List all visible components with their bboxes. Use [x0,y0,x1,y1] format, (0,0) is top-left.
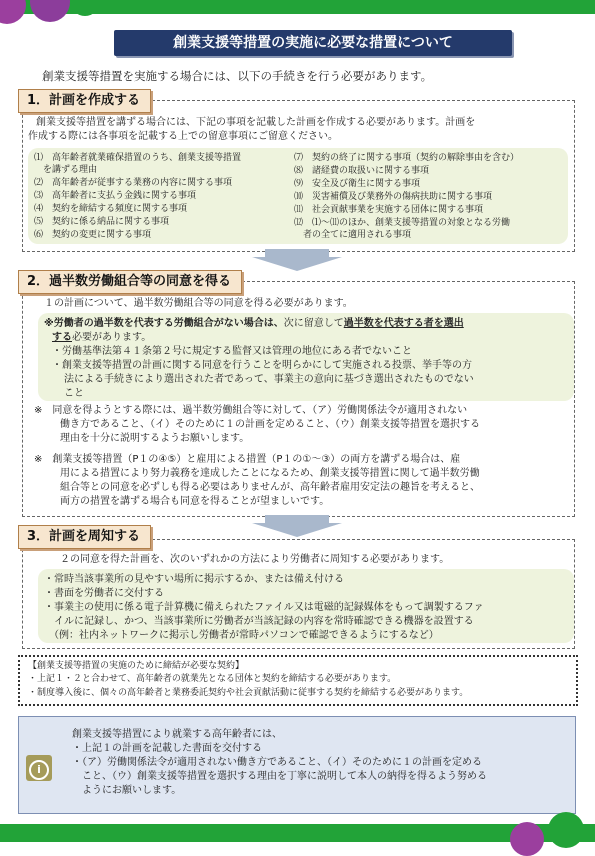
section-2-note-line-2 [52,331,151,345]
list-item: ⑺ 契約の終了に関する事項（契約の解除事由を含む） [294,153,520,163]
list-item: ⑶ 高年齢者に支払う金銭に関する事項 [34,191,197,201]
flow-arrow-1-body [265,249,329,257]
section-1-lead-1: 創業支援等措置を講ずる場合には、下記の事項を記載した計画を作成する必要があります。計画を [36,117,476,128]
contract-note-line-1: ・上記１・２と合わせて、高年齢者の就業先となる団体と契約を締結する必要があります。 [28,674,397,684]
info-icon-glyph: i [29,760,49,780]
flow-arrow-2-icon [252,523,342,537]
section-2-para-1c: 理由を十分に説明するようお願いします。 [60,433,250,444]
section-2-bullet-2c: こと [64,388,84,399]
top-circle-2 [30,0,70,22]
list-item: ⑼ 安全及び衛生に関する事項 [294,179,421,189]
info-icon [26,755,52,781]
section-2-para-2c: 組合等との同意を必ずしも得る必要はありませんが、高年齢者雇用安定法の趣旨を考えると、 [60,482,480,493]
list-item: 者の全てに適用される事項 [294,230,412,240]
section-2-para-2b: 用による措置により努力義務を達成したことになるため、創業支援等措置に関して過半数労働 [60,468,480,479]
list-item: ⑻ 諸経費の取扱いに関する事項 [294,166,430,176]
list-item: ⑵ 高年齢者が従事する業務の内容に関する事項 [34,178,233,188]
list-item: ⑾ 社会貢献事業を実施する団体に関する事項 [294,205,484,215]
flow-arrow-2-body [265,515,329,523]
section-3-heading: 3．計画を周知する [18,525,151,549]
section-3-lead: ２の同意を得た計画を、次のいずれかの方法により労働者に周知する必要があります。 [60,554,450,565]
section-1-lead-2: 作成する際には各事項を記載する上での留意事項にご留意ください。 [28,131,338,142]
info-line-2: ・上記１の計画を記載した書面を交付する [72,743,262,754]
flow-arrow-1-icon [252,257,342,271]
info-line-5: ようにお願いします。 [72,785,182,796]
section-2-lead: １の計画について、過半数労働組合等の同意を得る必要があります。 [44,298,353,309]
section-2-heading: 2．過半数労働組合等の同意を得る [18,270,242,294]
note-end: 必要があります。 [72,332,152,343]
section-3-bullet-1: ・常時当該事業所の見やすい場所に掲示するか、または備え付ける [44,574,344,585]
note-underline-1: 過半数を代表する者を選出 [343,318,464,329]
section-2-para-1a: ※ 同意を得ようとする際には、過半数労働組合等に対して、（ア）労働関係法令が適用されない [34,405,468,416]
contract-note-line-2: ・制度導入後に、個々の高年齢者と業務委託契約や社会貢献活動に従事する契約を締結する必要があります。 [28,688,469,698]
section-3-bullet-2: ・書面を労働者に交付する [44,588,164,599]
section-3-bullet-3a: ・事業主の使用に係る電子計算機に備えられたファイル又は電磁的記録媒体をもって調製するファ [44,602,484,613]
list-item: ⑸ 契約に係る納品に関する事項 [34,217,170,227]
section-2-para-2a: ※ 創業支援等措置（P１の④⑤）と雇用による措置（P１の①～③）の両方を講ずる場合は、雇 [34,454,461,465]
section-3-bullet-3c: （例：社内ネットワークに掲示し労働者が常時パソコンで確認できるようにするなど） [44,630,439,641]
section-2-note-line-1 [44,317,464,331]
section-1-heading: 1．計画を作成する [18,89,151,113]
section-2-bullet-2a: ・創業支援等措置の計画に関する同意を行うことを明らかにして実施される投票、挙手等の方 [52,360,472,371]
note-mid: 次に留意して [283,318,344,329]
section-2-bullet-2b: 法による手続きにより選出された者であって、事業主の意向に基づき選出されたものでない [64,374,474,385]
list-item: を講ずる理由 [34,165,98,175]
section-2-bullet-1: ・労働基準法第４１条第２号に規定する監督又は管理の地位にある者でないこと [52,346,412,357]
list-item: ⑽ 災害補償及び業務外の傷病扶助に関する事項 [294,192,493,202]
top-left-circle [0,0,26,24]
list-item: ⑴ 高年齢者就業確保措置のうち、創業支援等措置 [34,153,242,163]
note-bold: ※労働者の過半数を代表する労働組合がない場合は、 [44,318,284,329]
section-3-bullet-3b: イルに記録し、かつ、当該事業所に労働者が当該記録の内容を常時確認できる機器を設置する [44,616,474,627]
list-item: ⑿ ⑴～⑾のほか、創業支援等措置の対象となる労働 [294,218,511,228]
note-underline-2: する [52,332,72,343]
bottom-green-bar [0,824,595,842]
info-line-4: こと、（ウ）創業支援等措置を選択する理由を丁寧に説明して本人の納得を得るよう努める [72,771,487,782]
info-line-1: 創業支援等措置により就業する高年齢者には、 [72,729,282,740]
list-item: ⑷ 契約を締結する頻度に関する事項 [34,204,188,214]
contract-note-heading: 【創業支援等措置の実施のために締結が必要な契約】 [28,661,245,671]
page-title: 創業支援等措置の実施に必要な措置について [114,30,512,56]
bottom-circle-2 [548,812,584,848]
section-2-para-1b: 働き方であること、（イ）そのために１の計画を定めること、（ウ）創業支援等措置を選択する [60,419,480,430]
intro-text: 創業支援等措置を実施する場合には、以下の手続きを行う必要があります。 [42,69,433,83]
list-item: ⑹ 契約の変更に関する事項 [34,230,152,240]
section-2-para-2d: 両方の措置を講ずる場合も同意を得ることが望ましいです。 [60,496,330,507]
info-line-3: ・（ア）労働関係法令が適用されない働き方であること、（イ）そのために１の計画を定める [72,757,482,768]
bottom-circle-1 [510,822,544,856]
